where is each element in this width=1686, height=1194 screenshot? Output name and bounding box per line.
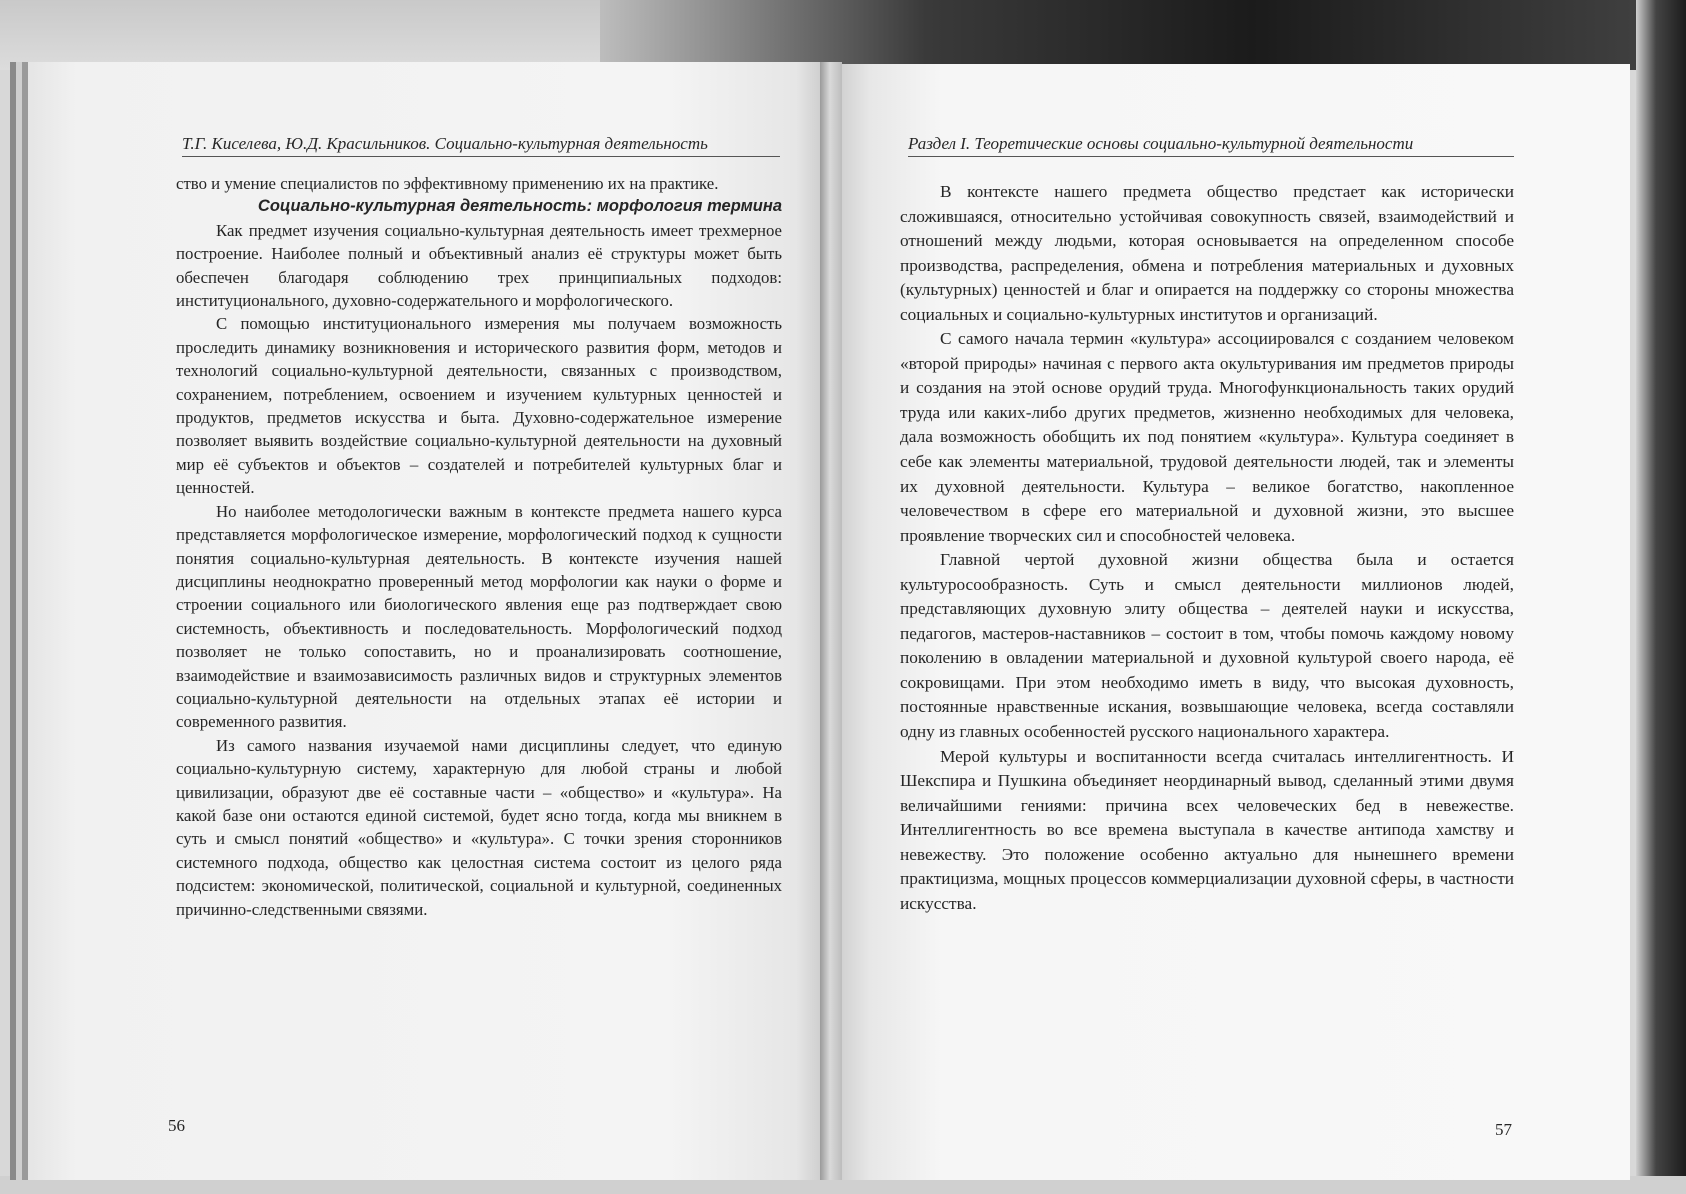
right-text-block <box>900 180 1514 916</box>
paragraph: Из самого названия изучаемой нами дисциплины следует, что единую социально-культурную систему, характерную для любой страны и любой цивилизации, образуют две её составные части – «общество» и «культура». На какой базе они остаются единой системой, будет ясно тогда, когда мы вникнем в суть и смысл понятий «общество» и «культура». С точки зрения сторонников системного подхода, общество как целостная система состоит из целого ряда подсистем: экономической, политической, социальной и культурной, соединенных причинно-следственными связями. <box>176 735 782 919</box>
book-gutter <box>820 62 842 1180</box>
section-heading: Социально-культурная деятельность: морфология термина <box>257 197 782 216</box>
scan-shadow-right <box>1636 0 1686 1194</box>
paragraph: Главной чертой духовной жизни общества была и остается культуросообразность. Суть и смысл деятельности миллионов людей, представляющих духовную элиту общества – деятелей науки и искусства, педагогов, мастеров-наставников – состоит в том, чтобы помочь каждому новому поколению в овладении материальной и духовной культурой своего народа, её сокровищами. При этом необходимо иметь в виду, что высокая духовность, постоянные нравственные искания, возвышающие человека, всегда составляли одну из главных особенностей русского национального характера. <box>900 550 1514 742</box>
paragraph: В контексте нашего предмета общество предстает как исторически сложившаяся, относительно устойчивая совокупность связей, взаимодействий и отношений между людьми, которая основывается на определенном способе производства, распределения, обмена и потребления материальных и духовных (культурных) ценностей и благ и опирается на поддержку со стороны множества социальных и социально-культурных институтов и организаций. <box>900 182 1514 324</box>
paragraph: С самого начала термин «культура» ассоциировался с созданием человеком «второй природы» начиная с первого акта окультуривания им предметов природы и создания на этой основе орудий труда. Многофункциональность таких орудий труда или каких-либо других предметов, жизненно необходимых для человека, дала возможность обобщить их под понятием «культура». Культура соединяет в себе как элементы материальной, трудовой деятельности людей, так и элементы их духовной деятельности. Культура – великое богатство, накопленное человечеством в сфере его материальной и духовной жизни, это высшее проявление творческих сил и способностей человека. <box>900 329 1514 545</box>
paragraph: Как предмет изучения социально-культурная деятельность имеет трехмерное построение. Наиболее полный и объективный анализ её структуры может быть обеспечен благодаря соблюдению трех принципиальных подходов: институционального, духовно-содержательного и морфологического. <box>176 220 782 311</box>
paragraph: Мерой культуры и воспитанности всегда считалась интеллигентность. И Шекспира и Пушкина объединяет неординарный вывод, сделанный этими двумя величайшими гениями: причина всех человеческих бед в невежестве. Интеллигентность во все времена выступала в качестве антипода хамству и невежеству. Это положение особенно актуально для нынешнего времени практицизма, мощных процессов коммерциализации духовной сферы, в частности искусства. <box>900 746 1514 913</box>
left-page-number: 56 <box>168 1116 185 1135</box>
left-text-block <box>176 172 782 921</box>
right-running-head: Раздел I. Теоретические основы социально-культурной деятельности <box>908 134 1514 157</box>
right-page-number: 57 <box>1495 1120 1512 1139</box>
left-running-head: Т.Г. Киселева, Ю.Д. Красильников. Социально-культурная деятельность <box>182 134 780 157</box>
paragraph: ство и умение специалистов по эффективному применению их на практике. <box>176 174 719 193</box>
paragraph: Но наиболее методологически важным в контексте предмета нашего курса представляется морфологическое измерение, морфологический подход к сущности понятия социально-культурная деятельность. В контексте изучения нашей дисциплины неоднократно проверенный метод морфологии как науки о форме и строении социального или биологического явления еще раз подтверждает свою системность, объективность и последовательность. Морфологический подход позволяет не только сопоставить, но и проанализировать соотношение, взаимодействие и взаимозависимость различных видов и структурных элементов социально-культурной деятельности на отдельных этапах её истории и современного развития. <box>176 501 782 732</box>
paragraph: С помощью институционального измерения мы получаем возможность проследить динамику возникновения и исторического развития форм, методов и технологий социально-культурной деятельности, связанных с производством, сохранением, потреблением, освоением и изучением культурных ценностей и продуктов, предметов искусства и быта. Духовно-содержательное измерение позволяет выявить воздействие социально-культурной деятельности на духовный мир её субъектов и объектов – создателей и потребителей культурных благ и ценностей. <box>176 314 782 498</box>
scan-shadow-top <box>600 0 1686 70</box>
